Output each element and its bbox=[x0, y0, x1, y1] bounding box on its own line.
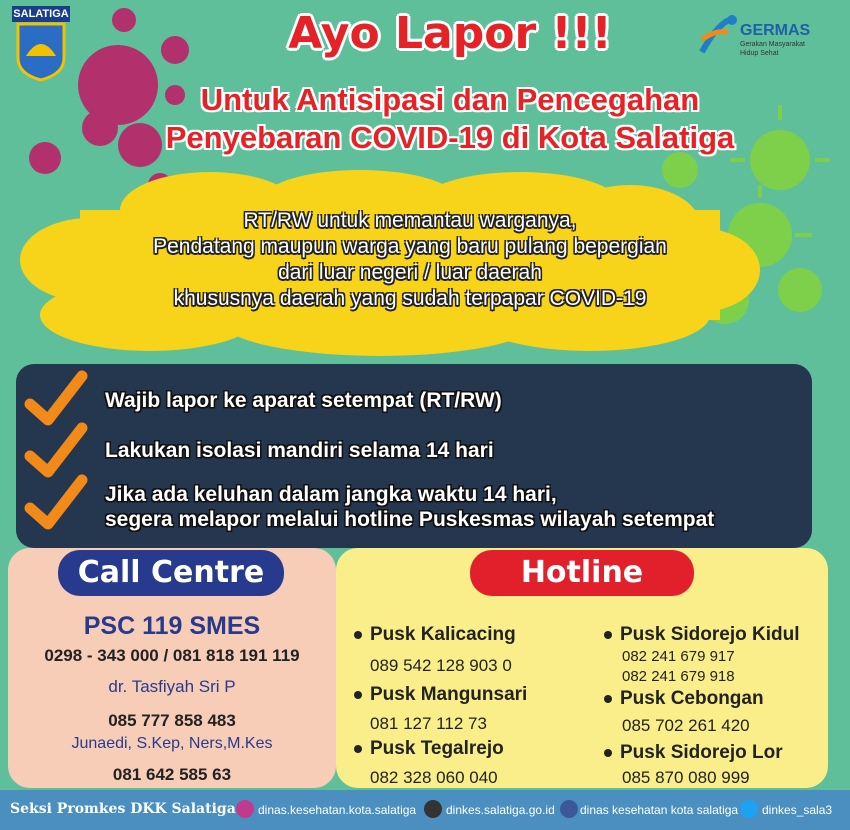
hotline-sidorejo-kidul bbox=[604, 624, 799, 646]
check-icon-2 bbox=[30, 428, 82, 472]
germas-tagline-2: Hidup Sehat bbox=[740, 50, 779, 57]
contact-1-number: 085 777 858 483 bbox=[108, 711, 236, 730]
contact-2-name: Junaedi, S.Kep, Ners,M.Kes bbox=[71, 735, 273, 752]
germas-name: GERMAS bbox=[740, 22, 811, 39]
hotline-sidorejo-lor-number: 085 870 080 999 bbox=[622, 768, 750, 787]
footer-bar bbox=[0, 790, 850, 830]
contact-2-number: 081 642 585 63 bbox=[112, 765, 232, 784]
hotline-sidorejo-kidul-number-1: 082 241 679 917 bbox=[622, 648, 735, 665]
cloud-message bbox=[100, 208, 720, 312]
hotline-sidorejo-lor-name: Pusk Sidorejo Lor bbox=[620, 742, 783, 763]
hotline-mangunsari-number: 081 127 112 73 bbox=[370, 714, 487, 733]
hotline-cebongan bbox=[604, 688, 764, 710]
contact-1-name: dr. Tasfiyah Sri P bbox=[108, 677, 236, 696]
check-icon-3 bbox=[30, 480, 82, 524]
checkmark-icons bbox=[22, 368, 92, 538]
instagram-icon bbox=[236, 800, 254, 818]
cloud-line-4: khususnya daerah yang sudah terpapar COVID-19 bbox=[173, 287, 647, 310]
cloud-line-1: RT/RW untuk memantau warganya, bbox=[243, 209, 577, 232]
hotline-tegalrejo-number: 082 328 060 040 bbox=[370, 768, 498, 787]
checklist-item-3-line-1: Jika ada keluhan dalam jangka waktu 14 hari, bbox=[105, 483, 557, 506]
bullet-icon bbox=[354, 631, 362, 639]
hotline-sidorejo-kidul-name: Pusk Sidorejo Kidul bbox=[620, 624, 800, 645]
hotline-kalicacing bbox=[354, 624, 516, 646]
checklist-item-2: Lakukan isolasi mandiri selama 14 hari bbox=[105, 439, 494, 462]
hotline-mangunsari-name: Pusk Mangunsari bbox=[370, 684, 528, 705]
psc-service: PSC 119 SMES bbox=[83, 612, 261, 640]
hotline-sidorejo-lor bbox=[604, 742, 783, 764]
hotline-tegalrejo-name: Pusk Tegalrejo bbox=[370, 738, 504, 759]
hotline-sidorejo-kidul-number-2: 082 241 679 918 bbox=[622, 668, 735, 685]
globe-icon bbox=[424, 800, 442, 818]
check-icon-1 bbox=[30, 376, 82, 420]
shield-icon bbox=[12, 22, 70, 82]
subtitle-line-1: Untuk Antisipasi dan Pencegahan bbox=[200, 82, 700, 117]
psc-numbers: 0298 - 343 000 / 081 818 191 119 bbox=[44, 646, 300, 665]
hotline-kalicacing-number: 089 542 128 903 0 bbox=[370, 656, 512, 675]
hotline-kalicacing-name: Pusk Kalicacing bbox=[370, 624, 516, 645]
hotline-mangunsari bbox=[354, 684, 527, 706]
hotline-heading: Hotline bbox=[470, 550, 694, 596]
bullet-icon bbox=[604, 749, 612, 757]
twitter-icon bbox=[740, 800, 758, 818]
hotline-cebongan-number: 085 702 261 420 bbox=[622, 716, 750, 735]
facebook-icon bbox=[560, 800, 578, 818]
subtitle-line-2: Penyebaran COVID-19 di Kota Salatiga bbox=[165, 120, 735, 155]
checklist-item-1: Wajib lapor ke aparat setempat (RT/RW) bbox=[105, 389, 502, 412]
cloud-line-2: Pendatang maupun warga yang baru pulang bepergian bbox=[153, 235, 667, 258]
main-title: Ayo Lapor !!! bbox=[288, 8, 612, 59]
footer-twitter[interactable]: dinkes_sala3 bbox=[762, 803, 833, 817]
bullet-icon bbox=[354, 691, 362, 699]
footer-org: Seksi Promkes DKK Salatiga bbox=[10, 801, 236, 817]
germas-tagline-1: Gerakan Masyarakat bbox=[740, 41, 805, 48]
cloud-line-3: dari luar negeri / luar daerah bbox=[278, 261, 542, 284]
bullet-icon bbox=[354, 745, 362, 753]
hotline-tegalrejo bbox=[354, 738, 504, 760]
bullet-icon bbox=[604, 695, 612, 703]
footer-website[interactable]: dinkes.salatiga.go.id bbox=[446, 803, 555, 817]
bullet-icon bbox=[604, 631, 612, 639]
city-emblem bbox=[12, 6, 70, 82]
footer-instagram[interactable]: dinas.kesehatan.kota.salatiga bbox=[258, 803, 417, 817]
checklist-item-3-line-2: segera melapor melalui hotline Puskesmas wilayah setempat bbox=[105, 508, 715, 531]
call-centre-heading: Call Centre bbox=[58, 550, 284, 596]
hotline-cebongan-name: Pusk Cebongan bbox=[620, 688, 764, 709]
footer-facebook[interactable]: dinas kesehatan kota salatiga bbox=[580, 803, 739, 817]
emblem-label: SALATIGA bbox=[13, 8, 69, 20]
